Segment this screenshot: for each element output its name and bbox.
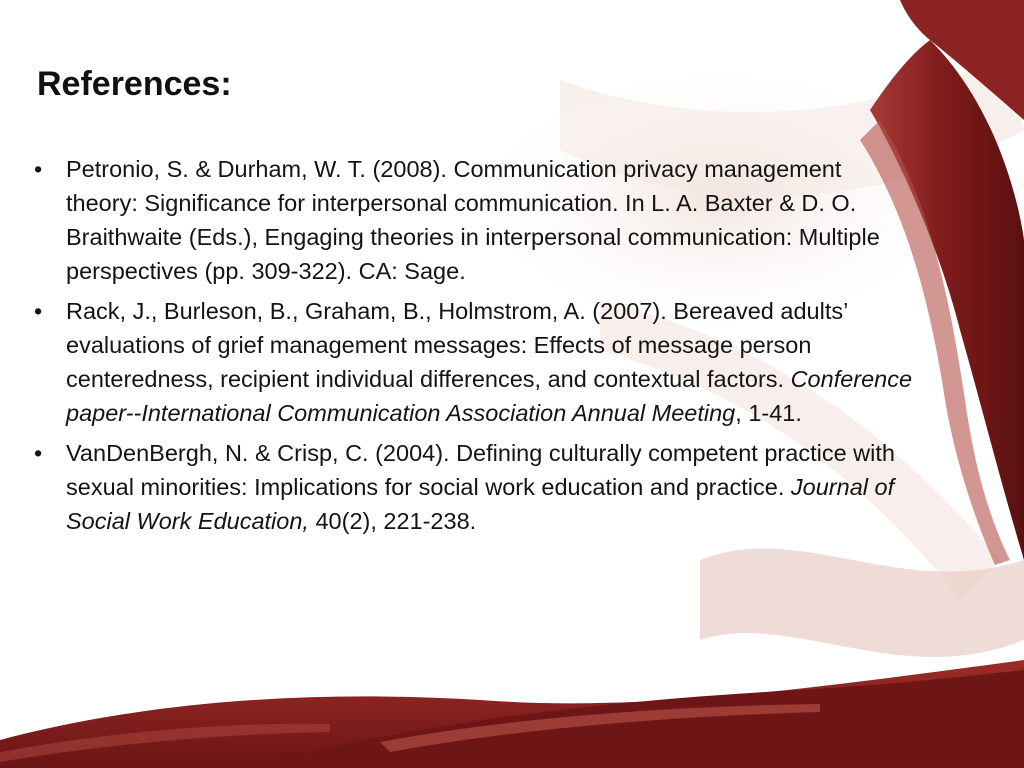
reference-journal-italic: Journal of Social Work Education, [66,474,895,534]
reference-text: Petronio, S. & Durham, W. T. (2008). Communication privacy management theory: Significance for interpersonal communication. In L. A. Baxter & D. O. Braithwaite (Eds.), Engaging theories in interpersonal communication: Multiple perspectives (pp. 309-322). CA: Sage. [66,156,880,284]
bullet-icon: • [34,156,43,182]
reference-list [34,152,914,544]
reference-pages: , 1-41. [735,400,802,426]
reference-text: VanDenBergh, N. & Crisp, C. (2004). Defining culturally competent practice with sexual minorities: Implications for social work education and practice. [66,440,895,500]
reference-volume-pages: 40(2), 221-238. [308,508,477,534]
reference-item [34,152,914,288]
bullet-icon: • [34,440,43,466]
reference-item [34,294,914,430]
reference-source-italic: Conference paper--International Communication Association Annual Meeting [66,366,913,426]
reference-text: Rack, J., Burleson, B., Graham, B., Holmstrom, A. (2007). Bereaved adults’ evaluations of grief management messages: Effects of message person centeredness, recipient individual differences, and contextual factors. [66,298,848,392]
bullet-icon: • [34,298,43,324]
slide-title: References: [37,65,232,103]
reference-item [34,436,914,538]
